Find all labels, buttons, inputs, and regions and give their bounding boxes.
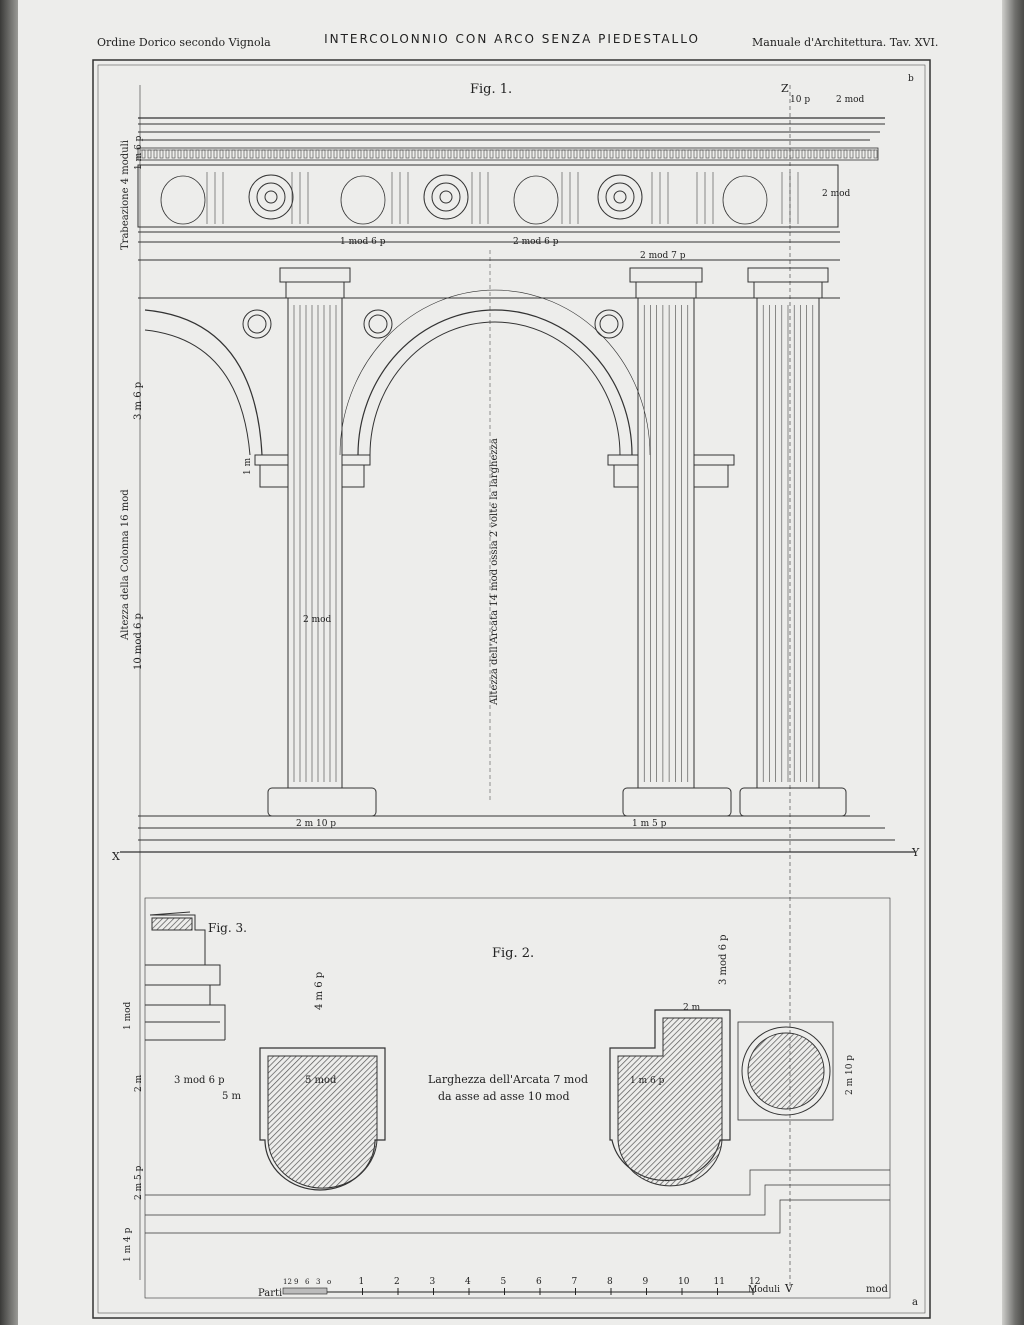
label-altezza-colonna: Altezza della Colonna 16 mod: [120, 489, 131, 640]
label-3m6p: 3 m 6 p: [133, 381, 144, 420]
scale-bar: [283, 1288, 755, 1294]
scale-parti-label: Parti: [258, 1288, 283, 1299]
plate-frame: [93, 60, 930, 1318]
label-2mod6p: 2 mod 6 p: [513, 237, 559, 247]
label-5m: 5 m: [222, 1091, 242, 1102]
fig1-elevation: [120, 85, 915, 1290]
label-1m4p: 1 m 4 p: [123, 1227, 133, 1262]
scale-modulo-1: 1: [358, 1277, 365, 1287]
plate-frame-inner: [98, 65, 925, 1313]
scale-modulo-5: 5: [500, 1277, 507, 1287]
scale-parte-o: o: [327, 1278, 332, 1286]
label-4m6p: 4 m 6 p: [314, 971, 325, 1010]
label-asse: da asse ad asse 10 mod: [438, 1090, 570, 1103]
scale-parte-9: 9: [294, 1278, 299, 1286]
scale-modulo-2: 2: [394, 1277, 400, 1287]
scale-modulo-9: 9: [642, 1277, 649, 1287]
axis-z-label: Z: [781, 82, 789, 95]
scale-modulo-10: 10: [678, 1277, 690, 1287]
scale-modulo-3: 3: [429, 1277, 436, 1287]
label-altezza-arcata: Altezza dell'Arcata 14 mod ossia 2 volte la larghezza: [489, 438, 500, 705]
label-2mod7p: 2 mod 7 p: [640, 251, 686, 261]
axis-x-label: X: [112, 850, 120, 863]
label-10p: 10 p: [790, 95, 811, 105]
scale-parte-6: 6: [305, 1278, 310, 1286]
scale-modulo-12: 12: [749, 1277, 761, 1287]
label-3mod6p-left: 3 mod 6 p: [174, 1075, 225, 1086]
scale-modulo-8: 8: [607, 1277, 613, 1287]
label-10mod6p: 10 mod 6 p: [133, 613, 144, 670]
header-left: Ordine Dorico secondo Vignola: [97, 36, 271, 49]
dentil-marks: [142, 150, 877, 224]
label-1m6p-pier: 1 m 6 p: [630, 1076, 665, 1086]
label-1m-impost: 1 m: [243, 457, 253, 475]
plate-title: INTERCOLONNIO CON ARCO SENZA PIEDESTALLO: [324, 32, 700, 46]
label-2mod-top: 2 mod: [836, 95, 865, 105]
label-2m5p: 2 m 5 p: [134, 1165, 144, 1200]
scale-modulo-7: 7: [571, 1277, 578, 1287]
label-2mod-col1: 2 mod: [303, 615, 332, 625]
scale-moduli-label: Moduli: [748, 1285, 780, 1295]
label-3mod6p-right: 3 mod 6 p: [718, 934, 729, 985]
label-2m10p-plan: 2 m 10 p: [845, 1054, 855, 1095]
label-1m5p: 1 m 5 p: [632, 819, 667, 829]
corner-b-label: b: [908, 74, 914, 84]
scale-mod-label: mod: [866, 1284, 888, 1295]
corner-a-label: a: [912, 1297, 918, 1308]
fig1-label: Fig. 1.: [470, 82, 513, 97]
label-1mod6p: 1 mod 6 p: [340, 237, 386, 247]
scale-modulo-6: 6: [536, 1277, 542, 1287]
axis-y-label: Y: [912, 846, 920, 859]
label-5mod-pier: 5 mod: [305, 1075, 337, 1086]
scale-modulo-4: 4: [465, 1277, 471, 1287]
label-trabeazione: Trabeazione 4 moduli: [120, 140, 131, 250]
fig2-label: Fig. 2.: [492, 946, 535, 961]
label-2mod-frieze: 2 mod: [822, 189, 851, 199]
scale-parte-12: 12: [283, 1278, 292, 1286]
label-2m-pier: 2 m: [683, 1003, 701, 1013]
scale-parte-3: 3: [316, 1278, 321, 1286]
column-flutes: [294, 305, 813, 782]
label-2m-left: 2 m: [134, 1074, 144, 1092]
label-1mod: 1 mod: [123, 1001, 133, 1030]
axis-v-label: V: [785, 1282, 793, 1295]
label-larghezza-arcata: Larghezza dell'Arcata 7 mod: [428, 1073, 588, 1086]
scale-modulo-11: 11: [713, 1277, 725, 1287]
label-2m10p: 2 m 10 p: [296, 819, 337, 829]
fig3-label: Fig. 3.: [208, 921, 247, 935]
label-1m6p-top: 1 m 6 p: [134, 135, 144, 170]
header-right: Manuale d'Architettura. Tav. XVI.: [752, 36, 939, 49]
